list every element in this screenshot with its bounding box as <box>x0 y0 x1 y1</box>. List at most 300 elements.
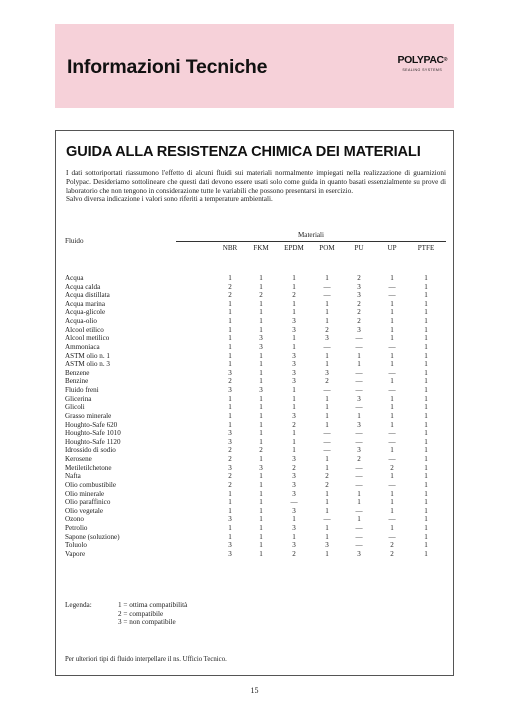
rating-cell-pu: — <box>355 368 363 377</box>
rating-cell-fkm: 1 <box>259 403 263 412</box>
rating-cell-nbr: 1 <box>228 308 232 317</box>
footnote: Per ulteriori tipi di fluido interpellare il ns. Ufficio Tecnico. <box>65 656 227 663</box>
rating-cell-pom: 1 <box>325 317 329 326</box>
rating-cell-pom: 1 <box>325 489 329 498</box>
rating-cell-fkm: 1 <box>259 506 263 515</box>
rating-cell-up: 1 <box>390 506 394 515</box>
fluid-name: ASTM olio n. 3 <box>65 360 110 369</box>
table-row <box>56 533 455 542</box>
rating-cell-fkm: 2 <box>259 291 263 300</box>
rating-cell-ptfe: 1 <box>424 334 428 343</box>
rating-cell-ptfe: 1 <box>424 411 428 420</box>
rating-cell-pu: — <box>355 472 363 481</box>
rating-cell-pu: 1 <box>357 498 361 507</box>
rating-cell-ptfe: 1 <box>424 377 428 386</box>
rating-cell-pu: — <box>355 377 363 386</box>
rating-cell-up: — <box>388 368 396 377</box>
rating-cell-up: — <box>388 386 396 395</box>
rating-cell-ptfe: 1 <box>424 308 428 317</box>
rating-cell-ptfe: 1 <box>424 532 428 541</box>
rating-cell-ptfe: 1 <box>424 429 428 438</box>
rating-cell-epdm: 1 <box>292 532 296 541</box>
rating-cell-nbr: 2 <box>228 377 232 386</box>
rating-cell-pom: 2 <box>325 472 329 481</box>
rating-cell-pom: — <box>323 386 331 395</box>
rating-cell-pom: — <box>323 282 331 291</box>
table-row <box>56 274 455 283</box>
rating-cell-epdm: 3 <box>292 411 296 420</box>
rating-cell-fkm: 1 <box>259 325 263 334</box>
fluid-name: Olio minerale <box>65 489 105 498</box>
rating-cell-ptfe: 1 <box>424 463 428 472</box>
rating-cell-fkm: 1 <box>259 549 263 558</box>
rating-cell-up: 1 <box>390 394 394 403</box>
rating-cell-ptfe: 1 <box>424 342 428 351</box>
rating-cell-ptfe: 1 <box>424 541 428 550</box>
rating-cell-up: — <box>388 455 396 464</box>
fluid-column-header: Fluido <box>65 237 84 245</box>
rating-cell-epdm: 3 <box>292 472 296 481</box>
rating-cell-ptfe: 1 <box>424 325 428 334</box>
rating-cell-epdm: 1 <box>292 394 296 403</box>
rating-cell-pom: 1 <box>325 463 329 472</box>
rating-cell-pu: — <box>355 480 363 489</box>
fluid-name: Nafta <box>65 472 81 481</box>
rating-cell-epdm: 2 <box>292 549 296 558</box>
rating-cell-fkm: 1 <box>259 308 263 317</box>
rating-cell-ptfe: 1 <box>424 523 428 532</box>
fluid-name: Acqua-olio <box>65 317 97 326</box>
rating-cell-epdm: 3 <box>292 489 296 498</box>
rating-cell-pu: 3 <box>357 291 361 300</box>
rating-cell-pu: — <box>355 532 363 541</box>
fluid-name: Olio vegetale <box>65 506 104 515</box>
rating-cell-pom: 1 <box>325 360 329 369</box>
table-row <box>56 507 455 516</box>
page-number: 15 <box>250 686 259 695</box>
rating-cell-nbr: 2 <box>228 455 232 464</box>
rating-cell-pu: — <box>355 386 363 395</box>
column-header-fkm: FKM <box>253 244 269 252</box>
rating-cell-up: — <box>388 282 396 291</box>
table-row <box>56 446 455 455</box>
fluid-name: Alcool etilico <box>65 325 104 334</box>
rating-cell-ptfe: 1 <box>424 437 428 446</box>
rating-cell-up: 2 <box>390 463 394 472</box>
rating-cell-nbr: 3 <box>228 437 232 446</box>
rating-cell-up: 1 <box>390 325 394 334</box>
rating-cell-ptfe: 1 <box>424 291 428 300</box>
rating-cell-epdm: 1 <box>292 274 296 282</box>
rating-cell-ptfe: 1 <box>424 351 428 360</box>
rating-cell-pom: 1 <box>325 274 329 282</box>
rating-cell-fkm: 1 <box>259 317 263 326</box>
rating-cell-fkm: 1 <box>259 420 263 429</box>
rating-cell-fkm: 3 <box>259 463 263 472</box>
rating-cell-pu: 2 <box>357 308 361 317</box>
fluid-name: Glicoli <box>65 403 85 412</box>
materials-header-rule <box>176 241 446 242</box>
rating-cell-nbr: 1 <box>228 506 232 515</box>
rating-cell-ptfe: 1 <box>424 498 428 507</box>
rating-cell-nbr: 3 <box>228 541 232 550</box>
rating-cell-nbr: 1 <box>228 299 232 308</box>
table-row <box>56 300 455 309</box>
table-row <box>56 481 455 490</box>
rating-cell-ptfe: 1 <box>424 420 428 429</box>
rating-cell-pom: — <box>323 446 331 455</box>
table-row <box>56 352 455 361</box>
table-row <box>56 524 455 533</box>
rating-cell-pu: 3 <box>357 446 361 455</box>
rating-cell-fkm: 1 <box>259 377 263 386</box>
fluid-name: Fluido freni <box>65 386 99 395</box>
fluid-name: Alcool metilico <box>65 334 110 343</box>
rating-cell-pom: 3 <box>325 334 329 343</box>
table-row <box>56 412 455 421</box>
rating-cell-up: 1 <box>390 360 394 369</box>
rating-cell-epdm: — <box>290 498 298 507</box>
fluid-name: Acqua calda <box>65 282 101 291</box>
rating-cell-pom: 1 <box>325 299 329 308</box>
column-header-pom: POM <box>319 244 335 252</box>
rating-cell-pu: — <box>355 403 363 412</box>
rating-cell-up: 1 <box>390 377 394 386</box>
column-header-nbr: NBR <box>222 244 238 252</box>
rating-cell-pu: 3 <box>357 549 361 558</box>
table-row <box>56 550 455 559</box>
rating-cell-nbr: 1 <box>228 360 232 369</box>
rating-cell-epdm: 3 <box>292 317 296 326</box>
legend-label: Legenda: <box>65 601 92 609</box>
column-header-pu: PU <box>354 244 364 252</box>
rating-cell-pom: 1 <box>325 455 329 464</box>
fluid-name: Acqua distillata <box>65 291 110 300</box>
rating-cell-ptfe: 1 <box>424 455 428 464</box>
rating-cell-pom: 1 <box>325 506 329 515</box>
rating-cell-pu: — <box>355 429 363 438</box>
rating-cell-nbr: 1 <box>228 532 232 541</box>
rating-cell-pu: 3 <box>357 420 361 429</box>
rating-cell-up: — <box>388 515 396 524</box>
rating-cell-up: 1 <box>390 446 394 455</box>
rating-cell-pom: 1 <box>325 403 329 412</box>
rating-cell-pu: 2 <box>357 455 361 464</box>
fluid-name: Glicerina <box>65 394 92 403</box>
fluid-name: Ammoniaca <box>65 342 100 351</box>
rating-cell-pu: — <box>355 523 363 532</box>
rating-cell-up: 1 <box>390 308 394 317</box>
page-header <box>55 24 454 108</box>
rating-cell-epdm: 3 <box>292 325 296 334</box>
rating-cell-pu: — <box>355 541 363 550</box>
rating-cell-epdm: 3 <box>292 368 296 377</box>
chemical-resistance-guide <box>55 130 454 676</box>
fluid-name: Benzene <box>65 368 90 377</box>
rating-cell-epdm: 1 <box>292 437 296 446</box>
rating-cell-ptfe: 1 <box>424 489 428 498</box>
rating-cell-fkm: 1 <box>259 515 263 524</box>
fluid-name: Houghto-Safe 1120 <box>65 437 121 446</box>
rating-cell-pu: — <box>355 437 363 446</box>
rating-cell-fkm: 1 <box>259 368 263 377</box>
rating-cell-pu: 2 <box>357 274 361 282</box>
table-row <box>56 317 455 326</box>
rating-cell-ptfe: 1 <box>424 282 428 291</box>
fluid-name: Petrolio <box>65 523 88 532</box>
rating-cell-ptfe: 1 <box>424 446 428 455</box>
rating-cell-nbr: 2 <box>228 282 232 291</box>
fluid-name: Idrossido di sodio <box>65 446 116 455</box>
rating-cell-nbr: 3 <box>228 429 232 438</box>
rating-cell-pu: 3 <box>357 394 361 403</box>
rating-cell-nbr: 3 <box>228 549 232 558</box>
rating-cell-epdm: 3 <box>292 360 296 369</box>
rating-cell-pu: — <box>355 342 363 351</box>
rating-cell-up: 1 <box>390 420 394 429</box>
intro-paragraph: I dati sottoriportati riassumono l'effetto di alcuni fluidi sui materiali normalmente impiegati nella realizzazione di guarnizioni Polypac. Desideriamo sottolineare che questi dati devono essere usati solo come guida in quanto basati essenzialmente su prove di laboratorio che non tengono in considerazione tutte le variabili che possono presentarsi in esercizio. <box>66 169 446 195</box>
fluid-name: Acqua-glicole <box>65 308 106 317</box>
rating-cell-fkm: 1 <box>259 394 263 403</box>
rating-cell-pu: — <box>355 334 363 343</box>
rating-cell-fkm: 1 <box>259 489 263 498</box>
rating-cell-pom: 1 <box>325 549 329 558</box>
rating-cell-pom: 3 <box>325 541 329 550</box>
column-header-epdm: EPDM <box>284 244 304 252</box>
rating-cell-nbr: 3 <box>228 463 232 472</box>
rating-cell-ptfe: 1 <box>424 549 428 558</box>
fluid-name: Sapone (soluzione) <box>65 532 120 541</box>
rating-cell-pom: — <box>323 429 331 438</box>
fluid-name: ASTM olio n. 1 <box>65 351 110 360</box>
rating-cell-epdm: 1 <box>292 334 296 343</box>
rating-cell-nbr: 2 <box>228 291 232 300</box>
rating-cell-nbr: 1 <box>228 411 232 420</box>
rating-cell-epdm: 2 <box>292 291 296 300</box>
rating-cell-epdm: 3 <box>292 506 296 515</box>
rating-cell-pom: 3 <box>325 368 329 377</box>
rating-cell-fkm: 3 <box>259 342 263 351</box>
rating-cell-epdm: 1 <box>292 403 296 412</box>
table-row <box>56 515 455 524</box>
rating-cell-pom: 1 <box>325 498 329 507</box>
table-row <box>56 490 455 499</box>
fluid-name: Vapore <box>65 549 86 558</box>
rating-cell-pom: 1 <box>325 523 329 532</box>
logo-subtitle: SEALING SYSTEMS <box>402 68 443 72</box>
rating-cell-fkm: 1 <box>259 411 263 420</box>
table-row <box>56 386 455 395</box>
rating-cell-fkm: 1 <box>259 523 263 532</box>
legend-items <box>118 601 187 627</box>
rating-cell-epdm: 1 <box>292 429 296 438</box>
legend-item-2: 2 = compatibile <box>118 609 164 618</box>
rating-cell-ptfe: 1 <box>424 360 428 369</box>
rating-cell-pom: 2 <box>325 480 329 489</box>
rating-cell-nbr: 1 <box>228 523 232 532</box>
rating-cell-up: — <box>388 532 396 541</box>
polypac-logo <box>397 55 447 72</box>
rating-cell-pom: — <box>323 515 331 524</box>
rating-cell-fkm: 1 <box>259 282 263 291</box>
materials-header: Materiali <box>298 231 324 239</box>
fluid-name: Toluolo <box>65 541 87 550</box>
rating-cell-fkm: 1 <box>259 472 263 481</box>
rating-cell-up: — <box>388 429 396 438</box>
rating-cell-fkm: 3 <box>259 386 263 395</box>
rating-cell-fkm: 2 <box>259 446 263 455</box>
rating-cell-up: 1 <box>390 523 394 532</box>
rating-cell-fkm: 1 <box>259 299 263 308</box>
rating-cell-epdm: 1 <box>292 342 296 351</box>
rating-cell-up: — <box>388 342 396 351</box>
rating-cell-up: 1 <box>390 403 394 412</box>
rating-cell-up: 1 <box>390 489 394 498</box>
rating-cell-pom: 1 <box>325 351 329 360</box>
rating-cell-fkm: 1 <box>259 541 263 550</box>
rating-cell-nbr: 1 <box>228 420 232 429</box>
rating-cell-pu: — <box>355 506 363 515</box>
rating-cell-pom: 1 <box>325 420 329 429</box>
table-row <box>56 421 455 430</box>
rating-cell-pu: 3 <box>357 282 361 291</box>
rating-cell-nbr: 1 <box>228 489 232 498</box>
rating-cell-nbr: 1 <box>228 274 232 282</box>
rating-cell-pu: 1 <box>357 411 361 420</box>
rating-cell-ptfe: 1 <box>424 506 428 515</box>
rating-cell-pom: — <box>323 437 331 446</box>
intro-temperature-note: Salvo diversa indicazione i valori sono riferiti a temperature ambientali. <box>66 195 273 204</box>
rating-cell-up: 1 <box>390 472 394 481</box>
fluid-name: Metiletilchetone <box>65 463 112 472</box>
rating-cell-epdm: 3 <box>292 351 296 360</box>
table-row <box>56 291 455 300</box>
rating-cell-nbr: 3 <box>228 386 232 395</box>
fluid-name: Ozono <box>65 515 84 524</box>
rating-cell-epdm: 1 <box>292 308 296 317</box>
rating-cell-nbr: 1 <box>228 403 232 412</box>
rating-cell-nbr: 1 <box>228 325 232 334</box>
rating-cell-fkm: 1 <box>259 532 263 541</box>
rating-cell-pu: 1 <box>357 351 361 360</box>
table-row <box>56 334 455 343</box>
fluid-name: Acqua marina <box>65 299 105 308</box>
rating-cell-pom: — <box>323 342 331 351</box>
fluid-name: Acqua <box>65 274 84 282</box>
rating-cell-nbr: 2 <box>228 480 232 489</box>
rating-cell-nbr: 1 <box>228 394 232 403</box>
rating-cell-pu: 1 <box>357 515 361 524</box>
table-row <box>56 438 455 447</box>
table-row <box>56 464 455 473</box>
rating-cell-pu: — <box>355 463 363 472</box>
rating-cell-nbr: 1 <box>228 342 232 351</box>
rating-cell-fkm: 1 <box>259 455 263 464</box>
column-header-ptfe: PTFE <box>417 244 435 252</box>
rating-cell-pom: 1 <box>325 411 329 420</box>
table-row <box>56 498 455 507</box>
rating-cell-ptfe: 1 <box>424 274 428 282</box>
rating-cell-ptfe: 1 <box>424 299 428 308</box>
rating-cell-ptfe: 1 <box>424 403 428 412</box>
rating-cell-pu: 2 <box>357 317 361 326</box>
legend-item-1: 1 = ottima compatibilità <box>118 601 188 609</box>
rating-cell-pu: 1 <box>357 360 361 369</box>
rating-cell-pom: — <box>323 291 331 300</box>
rating-cell-up: 1 <box>390 411 394 420</box>
rating-cell-ptfe: 1 <box>424 480 428 489</box>
rating-cell-pom: 2 <box>325 325 329 334</box>
rating-cell-fkm: 1 <box>259 480 263 489</box>
logo-registered-mark: ® <box>443 57 447 63</box>
rating-cell-epdm: 3 <box>292 523 296 532</box>
rating-cell-nbr: 1 <box>228 334 232 343</box>
rating-cell-ptfe: 1 <box>424 472 428 481</box>
guide-title: GUIDA ALLA RESISTENZA CHIMICA DEI MATERIALI <box>66 144 421 160</box>
rating-cell-epdm: 3 <box>292 377 296 386</box>
rating-cell-fkm: 1 <box>259 360 263 369</box>
rating-cell-ptfe: 1 <box>424 386 428 395</box>
fluid-name: Benzine <box>65 377 89 386</box>
table-row <box>56 377 455 386</box>
rating-cell-pom: 1 <box>325 532 329 541</box>
rating-cell-epdm: 3 <box>292 455 296 464</box>
rating-cell-up: — <box>388 480 396 489</box>
rating-cell-fkm: 1 <box>259 274 263 282</box>
rating-cell-fkm: 1 <box>259 351 263 360</box>
rating-cell-epdm: 1 <box>292 515 296 524</box>
rating-cell-up: 1 <box>390 498 394 507</box>
table-row <box>56 403 455 412</box>
rating-cell-nbr: 2 <box>228 446 232 455</box>
rating-cell-up: 1 <box>390 351 394 360</box>
rating-cell-nbr: 3 <box>228 368 232 377</box>
rating-cell-ptfe: 1 <box>424 368 428 377</box>
rating-cell-up: 2 <box>390 549 394 558</box>
rating-cell-up: — <box>388 291 396 300</box>
rating-cell-up: 1 <box>390 334 394 343</box>
rating-cell-ptfe: 1 <box>424 515 428 524</box>
rating-cell-fkm: 3 <box>259 334 263 343</box>
rating-cell-fkm: 1 <box>259 498 263 507</box>
page-title: Informazioni Tecniche <box>67 56 268 78</box>
rating-cell-up: 2 <box>390 541 394 550</box>
table-row <box>56 360 455 369</box>
table-row <box>56 429 455 438</box>
rating-cell-fkm: 1 <box>259 437 263 446</box>
table-row <box>56 395 455 404</box>
fluid-name: Kerosene <box>65 455 92 464</box>
rating-cell-fkm: 1 <box>259 429 263 438</box>
table-row <box>56 326 455 335</box>
rating-cell-epdm: 3 <box>292 480 296 489</box>
intro-text <box>66 169 446 204</box>
rating-cell-epdm: 3 <box>292 541 296 550</box>
rating-cell-ptfe: 1 <box>424 394 428 403</box>
table-row <box>56 308 455 317</box>
rating-cell-up: — <box>388 437 396 446</box>
rating-cell-epdm: 1 <box>292 386 296 395</box>
rating-cell-epdm: 1 <box>292 282 296 291</box>
rating-cell-pom: 1 <box>325 308 329 317</box>
table-row <box>56 369 455 378</box>
rating-cell-nbr: 2 <box>228 472 232 481</box>
rating-cell-epdm: 2 <box>292 420 296 429</box>
rating-cell-nbr: 1 <box>228 498 232 507</box>
rating-cell-nbr: 1 <box>228 351 232 360</box>
fluid-name: Houghto-Safe 1010 <box>65 429 121 438</box>
logo-name: POLYPAC <box>397 54 444 66</box>
